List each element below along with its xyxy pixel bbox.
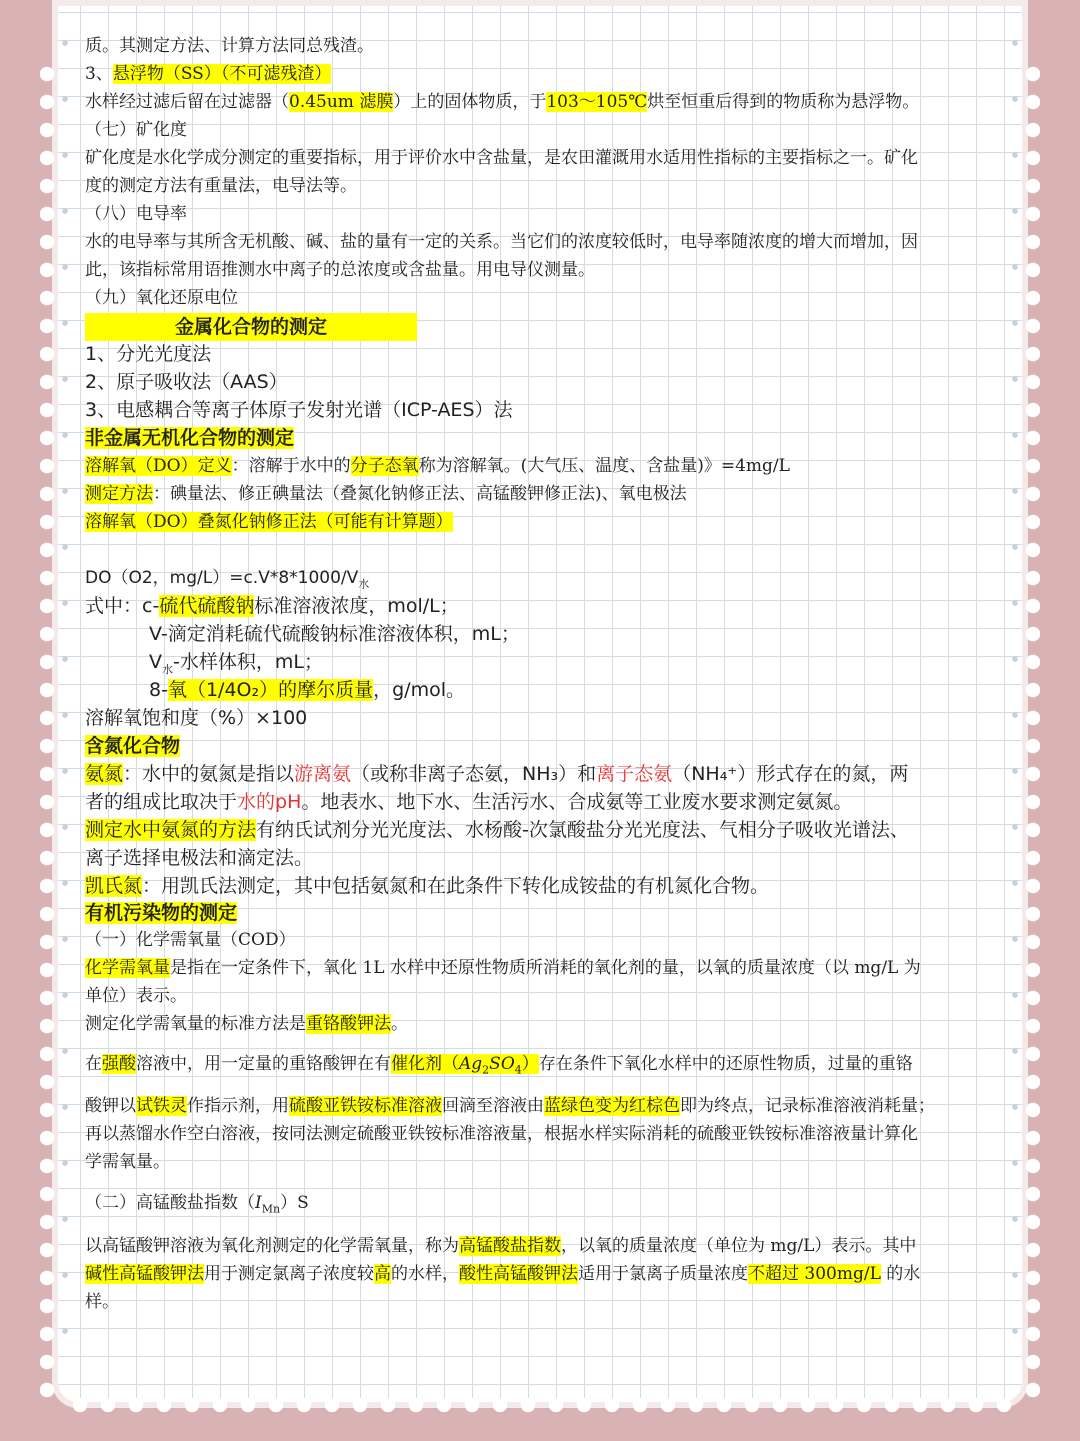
text-line: 离子选择电极法和滴定法。 xyxy=(85,847,314,869)
text-line: 水样经过滤后留在过滤器（0.45um 滤膜）上的固体物质，于103～105℃烘至恒重后得到的物质称为悬浮物。 xyxy=(85,92,920,112)
formula-line: 8-氧（1/4O₂）的摩尔质量，g/mol。 xyxy=(149,679,465,701)
text-line: 测定水中氨氮的方法有纳氏试剂分光光度法、水杨酸-次氯酸盐分光光度法、气相分子吸收光谱法、 xyxy=(85,819,909,841)
text-line: 再以蒸馏水作空白溶液，按同法测定硫酸亚铁铵标准溶液量，根据水样实际消耗的硫酸亚铁铵标准溶液量计算化 xyxy=(85,1124,918,1144)
text-line: 者的组成比取决于水的pH。地表水、地下水、生活污水、合成氨等工业废水要求测定氨氮。 xyxy=(85,791,853,813)
dots-left xyxy=(62,40,68,1380)
section-heading: （一）化学需氧量（COD） xyxy=(85,930,296,950)
list-item: 3、电感耦合等离子体原子发射光谱（ICP-AES）法 xyxy=(85,399,513,421)
formula-line: DO（O2，$mg/L)=c.V*8*1000/V_水$ xyxy=(85,568,370,591)
formula-line: 式中：c-硫代硫酸钠标准溶液浓度，mol/L； xyxy=(85,595,459,617)
section-heading: （二）高锰酸盐指数$(I_{Mn})S$ xyxy=(85,1193,309,1216)
list-item: 1、分光光度法 xyxy=(85,343,212,365)
section-heading: （七）矿化度 xyxy=(85,120,187,140)
nonmetal-title: 非金属无机化合物的测定 xyxy=(85,427,295,449)
text-line: 矿化度是水化学成分测定的重要指标，用于评价水中含盐量，是农田灌溉用水适用性指标的主要指标之一。矿化 xyxy=(85,148,918,168)
text-line: 水的电导率与其所含无机酸、碱、盐的量有一定的关系。当它们的浓度较低时，电导率随浓度的增大而增加，因 xyxy=(85,232,918,252)
text-line: 化学需氧量是指在一定条件下，氧化 1L 水样中还原性物质所消耗的氧化剂的量，以氧的质量浓度（以 mg/L 为 xyxy=(85,958,921,978)
text-line: 此，该指标常用语推测水中离子的总浓度或含盐量。用电导仪测量。 xyxy=(85,260,595,280)
text-line: 3、悬浮物（SS）（不可滤残渣） xyxy=(85,64,332,84)
text-line: 测定方法：碘量法、修正碘量法（叠氮化钠修正法、高锰酸钾修正法)、氧电极法 xyxy=(85,484,687,504)
formula-line: 溶解氧饱和度（%）×100 xyxy=(85,707,308,729)
text-line: 凯氏氮：用凯氏法测定，其中包括氨氮和在此条件下转化成铵盐的有机氮化合物。 xyxy=(85,875,770,897)
text-line: 溶解氧（DO）定义：溶解于水中的分子态氧称为溶解氧。(大气压、温度、含盐量)》=4mg/L xyxy=(85,456,790,476)
text-line: 酸钾以试铁灵作指示剂，用硫酸亚铁铵标准溶液回滴至溶液由蓝绿色变为红棕色即为终点，记录标准溶液消耗量； xyxy=(85,1096,935,1116)
text-line: 样。 xyxy=(85,1292,119,1312)
text-line: 质。其测定方法、计算方法同总残渣。 xyxy=(85,36,374,56)
text-line: 碱性高锰酸钾法用于测定氯离子浓度较高的水样，酸性高锰酸钾法适用于氯离子质量浓度不超过 300mg/L 的水 xyxy=(85,1264,921,1284)
organic-title: 有机污染物的测定 xyxy=(85,902,238,924)
scallop-edge-left xyxy=(40,60,54,1400)
formula-line: V-滴定消耗硫代硫酸钠标准溶液体积，mL； xyxy=(149,623,520,645)
dots-right xyxy=(1012,40,1018,1380)
scallop-edge-right xyxy=(1026,60,1040,1400)
text-line: 溶解氧（DO）叠氮化钠修正法（可能有计算题） xyxy=(85,512,453,532)
metal-title: 金属化合物的测定 xyxy=(85,313,417,341)
list-item: 2、原子吸收法（AAS） xyxy=(85,371,288,393)
text-line: 度的测定方法有重量法，电导法等。 xyxy=(85,176,357,196)
text-line: 测定化学需氧量的标准方法是重铬酸钾法。 xyxy=(85,1014,408,1034)
section-heading: （八）电导率 xyxy=(85,204,187,224)
formula-line: $V_水-$水样体积，mL； xyxy=(149,651,323,676)
section-heading: （九）氧化还原电位 xyxy=(85,288,238,308)
text-line: 单位）表示。 xyxy=(85,986,187,1006)
text-line: 氨氮：水中的氨氮是指以游离氨（或称非离子态氨，NH₃）和离子态氨（NH₄⁺）形式存在的氮，两 xyxy=(85,763,909,785)
text-line: 以高锰酸钾溶液为氧化剂测定的化学需氧量，称为高锰酸盐指数，以氧的质量浓度（单位为 mg/L）表示。其中 xyxy=(85,1236,917,1256)
scallop-edge-bottom xyxy=(66,1398,1016,1412)
text-line: 在强酸溶液中，用一定量的重铬酸钾在有催化剂$(Ag_2SO_4)$存在条件下氧化水样中的还原性物质，过量的重铬 xyxy=(85,1054,913,1077)
nitrogen-title: 含氮化合物 xyxy=(85,735,181,757)
text-line: 学需氧量。 xyxy=(85,1152,170,1172)
